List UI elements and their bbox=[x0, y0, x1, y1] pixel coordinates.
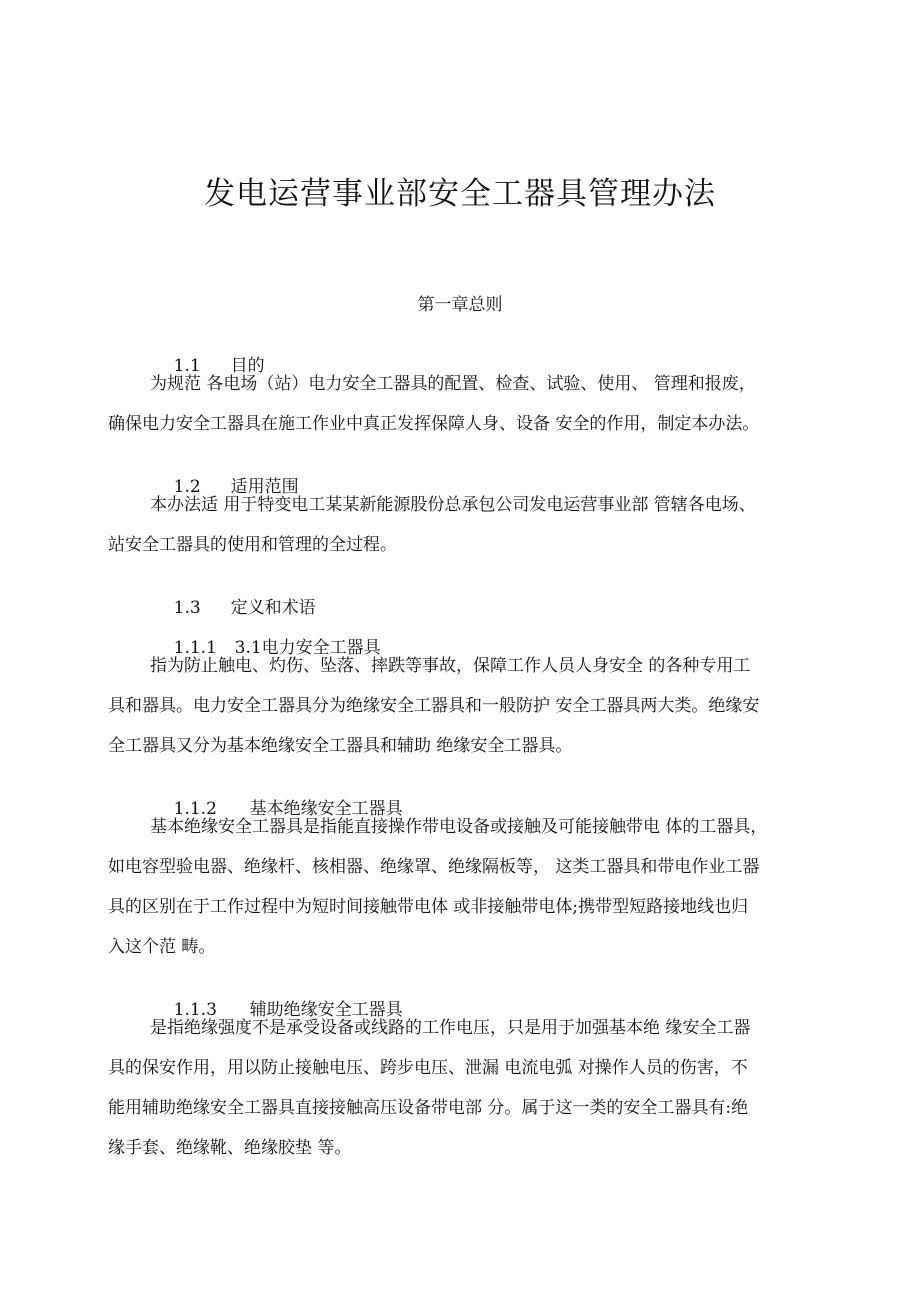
section-number: 1.1.3 bbox=[173, 1000, 217, 1020]
section-paragraph-1-2 bbox=[108, 485, 824, 565]
paragraph-line: 具的保安作用，用以防止接触电压、跨步电压、泄漏 电流电弧 对操作人员的伤害，不 bbox=[108, 1058, 748, 1078]
paragraph-line: 基本绝缘安全工器具是指能直接操作带电设备或接触及可能接触带电 体的工器具， bbox=[150, 817, 768, 837]
section-number: 1.1.2 bbox=[173, 799, 217, 819]
section-title: 定义和术语 bbox=[230, 598, 316, 618]
chapter-heading: 第一章总则 bbox=[417, 295, 503, 315]
section-paragraph-1-1-1 bbox=[108, 646, 824, 766]
paragraph-line: 具和器具。电力安全工器具分为绝缘安全工器具和一般防护 安全工器具两大类。绝缘安 bbox=[108, 696, 760, 716]
section-title: 辅助绝缘安全工器具 bbox=[249, 1000, 403, 1020]
section-title: 目的 bbox=[230, 356, 265, 376]
section-title: 3.1电力安全工器具 bbox=[234, 638, 381, 658]
section-paragraph-1-1-3 bbox=[108, 1008, 824, 1168]
paragraph-line: 确保电力安全工器具在施工作业中真正发挥保障人身、设备 安全的作用，制定本办法。 bbox=[108, 414, 760, 434]
paragraph-line: 本办法适 用于特变电工某某新能源股份总承包公司发电运营事业部 管辖各电场、 bbox=[150, 495, 756, 515]
paragraph-line: 为规范 各电场（站）电力安全工器具的配置、检查、试验、使用、 管理和报废， bbox=[150, 374, 756, 394]
section-paragraph-1-1-2 bbox=[108, 807, 824, 967]
paragraph-line: 站安全工器具的使用和管理的全过程。 bbox=[108, 535, 397, 555]
paragraph-line: 入这个范 畴。 bbox=[108, 937, 216, 957]
paragraph-line: 具的区别在于工作过程中为短时间接触带电体 或非接触带电体;携带型短路接地线也归 bbox=[108, 897, 749, 917]
paragraph-line: 能用辅助绝缘安全工器具直接接触高压设备带电部 分。属于这一类的安全工器具有:绝 bbox=[108, 1098, 749, 1118]
section-title: 适用范围 bbox=[230, 477, 299, 497]
section-number: 1.3 bbox=[173, 598, 201, 618]
section-paragraph-1-1 bbox=[108, 364, 824, 444]
section-number: 1.1.1 bbox=[173, 638, 217, 658]
section-title: 基本绝缘安全工器具 bbox=[249, 799, 403, 819]
paragraph-line: 指为防止触电、灼伤、坠落、摔跌等事故，保障工作人员人身安全 的各种专用工 bbox=[150, 656, 751, 676]
paragraph-line: 全工器具又分为基本绝缘安全工器具和辅助 绝缘安全工器具。 bbox=[108, 736, 573, 756]
document-title: 发电运营事业部安全工器具管理办法 bbox=[204, 176, 716, 212]
section-number: 1.2 bbox=[173, 477, 201, 497]
section-number: 1.1 bbox=[173, 356, 201, 376]
paragraph-line: 如电容型验电器、绝缘杆、核相器、绝缘罩、绝缘隔板等， 这类工器具和带电作业工器 bbox=[108, 857, 760, 877]
paragraph-line: 是指绝缘强度不是承受设备或线路的工作电压，只是用于加强基本绝 缘安全工器 bbox=[150, 1018, 751, 1038]
paragraph-line: 缘手套、绝缘靴、绝缘胶垫 等。 bbox=[108, 1138, 352, 1158]
